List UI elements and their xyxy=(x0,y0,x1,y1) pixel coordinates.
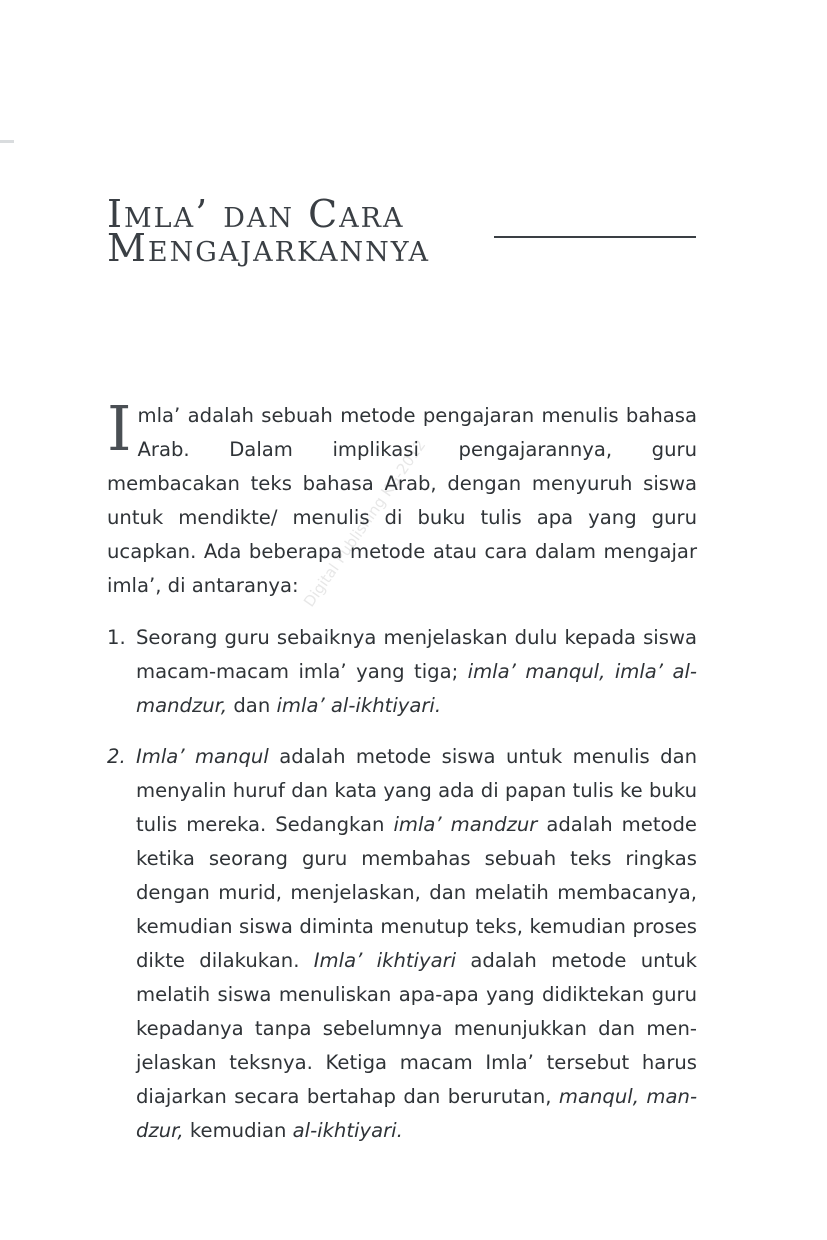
italic-term: Imla’ manqul xyxy=(136,745,269,768)
list-item-text: adalah metode ketika seorang guru membahas sebuah teks ringkas dengan murid, menjelaskan, dan melatih membacanya, kemudian siswa diminta menutup teks, kemudian proses dikte dilakukan. xyxy=(136,813,697,972)
list-item-text: kemudian xyxy=(183,1119,293,1142)
page-edge-mark xyxy=(0,140,14,143)
list-item-number: 2. xyxy=(107,745,126,768)
list-item-text: dan xyxy=(227,694,277,717)
method-list xyxy=(107,621,697,1148)
chapter-title-line-1: Imla’ dan Cara xyxy=(107,192,405,237)
intro-paragraph xyxy=(107,392,697,603)
chapter-title-line-2: Mengajarkannya xyxy=(107,226,431,271)
italic-term: Imla’ ikhtiyari xyxy=(313,949,457,972)
list-item xyxy=(107,621,697,723)
list-item-text: adalah metode untuk melatih siswa menuliskan apa-apa yang didiktekan guru kepadanya tanpa sebelumnya menunjukkan dan menjelaskan teksnya. Ketiga macam Imla’ tersebut harus diajarkan secara bertahap dan berurutan, xyxy=(136,949,697,1108)
chapter-body xyxy=(107,392,698,1165)
watermark: Digital Publishing KG-2012 xyxy=(300,436,430,611)
list-item-text: adalah metode siswa untuk menulis dan menyalin huruf dan kata yang ada di papan tulis ke buku tulis mereka. Sedangkan xyxy=(136,745,697,836)
italic-term: imla’ mandzur xyxy=(393,813,538,836)
italic-term: imla’ al-ikhtiyari. xyxy=(276,694,442,717)
list-item-text: Seorang guru sebaiknya menjelaskan dulu kepada siswa macam-macam imla’ yang tiga; xyxy=(136,626,697,683)
title-underline-rule xyxy=(494,236,696,238)
chapter-title xyxy=(107,192,707,271)
italic-term: imla’ manqul, imla’ al-mandzur, xyxy=(136,660,697,717)
italic-term: al-ikhtiyari. xyxy=(292,1119,403,1142)
list-item xyxy=(107,740,697,1148)
italic-term: manqul, mandzur, xyxy=(136,1085,698,1142)
list-item-number: 1. xyxy=(107,626,126,649)
drop-cap: I xyxy=(107,392,132,465)
intro-text: mla’ adalah sebuah metode pengajaran menulis bahasa Arab. Dalam implikasi pengajarannya, guru membacakan teks bahasa Arab, dengan menyuruh siswa untuk mendikte/ menulis di buku tulis apa yang guru ucapkan. Ada beberapa metode atau cara dalam mengajar imla’, di antaranya: xyxy=(107,404,697,597)
